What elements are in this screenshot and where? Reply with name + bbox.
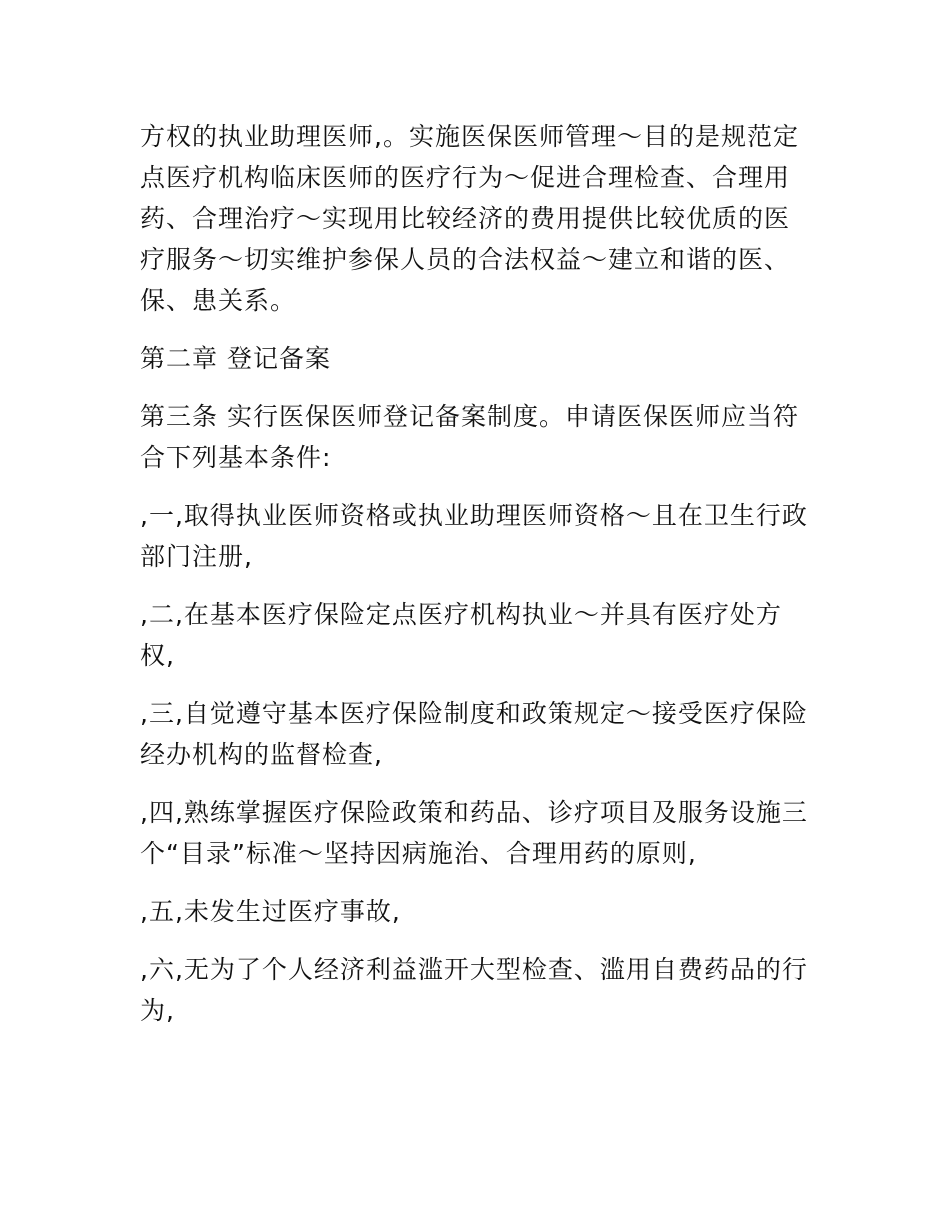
condition-item-3: ,三,自觉遵守基本医疗保险制度和政策规定～接受医疗保险经办机构的监督检查, [140,699,808,769]
chapter-heading: 第二章 登记备案 [140,344,331,373]
condition-item-2: ,二,在基本医疗保险定点医疗机构执业～并具有医疗处方权, [140,600,782,670]
condition-item-6: ,六,无为了个人经济利益滥开大型检查、滥用自费药品的行为, [140,955,808,1025]
document-body [140,116,812,1048]
condition-item-5: ,五,未发生过医疗事故, [140,897,401,926]
article-three: 第三条 实行医保医师登记备案制度。申请医保医师应当符合下列基本条件: [140,402,799,472]
condition-item-4: ,四,熟练掌握医疗保险政策和药品、诊疗项目及服务设施三个“目录”标准～坚持因病施治、合理用药的原则, [140,798,808,868]
paragraph-intro: 方权的执业助理医师,。实施医保医师管理～目的是规范定点医疗机构临床医师的医疗行为～促进合理检查、合理用药、合理治疗～实现用比较经济的费用提供比较优质的医疗服务～切实维护参保人员的合法权益～建立和谐的医、保、患关系。 [140,122,799,315]
condition-item-1: ,一,取得执业医师资格或执业助理医师资格～且在卫生行政部门注册, [140,501,808,571]
